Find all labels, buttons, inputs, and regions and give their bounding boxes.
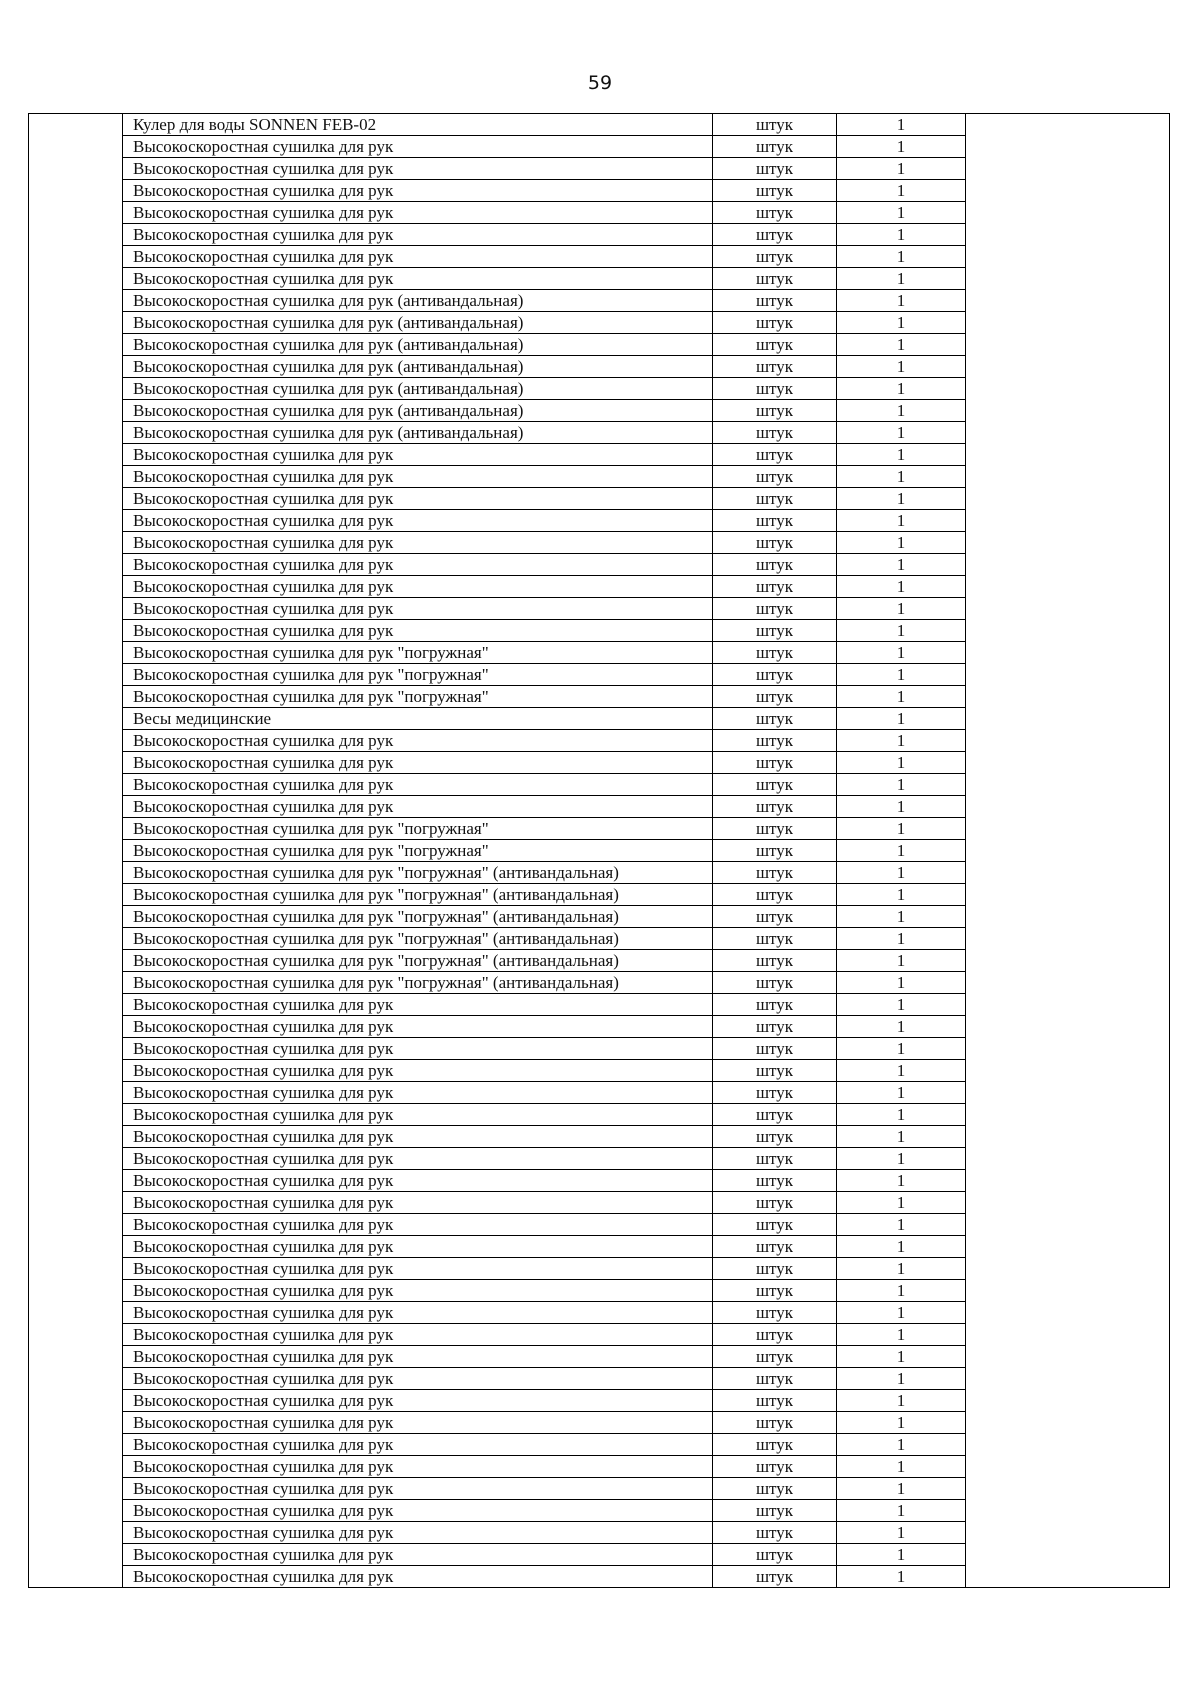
unit-cell: штук [713,576,837,598]
quantity-cell: 1 [837,730,966,752]
quantity-cell: 1 [837,796,966,818]
unit-cell: штук [713,620,837,642]
item-name-cell: Высокоскоростная сушилка для рук [123,158,713,180]
unit-cell: штук [713,1500,837,1522]
unit-cell: штук [713,1170,837,1192]
item-name-cell: Весы медицинские [123,708,713,730]
quantity-cell: 1 [837,400,966,422]
unit-cell: штук [713,774,837,796]
unit-cell: штук [713,686,837,708]
quantity-cell: 1 [837,906,966,928]
unit-cell: штук [713,356,837,378]
quantity-cell: 1 [837,1302,966,1324]
unit-cell: штук [713,1478,837,1500]
item-name-cell: Высокоскоростная сушилка для рук [123,180,713,202]
unit-cell: штук [713,158,837,180]
quantity-cell: 1 [837,1522,966,1544]
item-name-cell: Высокоскоростная сушилка для рук [123,1280,713,1302]
item-name-cell: Высокоскоростная сушилка для рук [123,752,713,774]
quantity-cell: 1 [837,1544,966,1566]
item-name-cell: Высокоскоростная сушилка для рук [123,224,713,246]
quantity-cell: 1 [837,1456,966,1478]
item-name-cell: Высокоскоростная сушилка для рук "погружная" [123,664,713,686]
item-name-cell: Высокоскоростная сушилка для рук [123,1060,713,1082]
item-name-cell: Высокоскоростная сушилка для рук [123,1148,713,1170]
item-name-cell: Высокоскоростная сушилка для рук (антивандальная) [123,334,713,356]
quantity-cell: 1 [837,620,966,642]
unit-cell: штук [713,378,837,400]
item-name-cell: Высокоскоростная сушилка для рук [123,488,713,510]
unit-cell: штук [713,444,837,466]
item-name-cell: Высокоскоростная сушилка для рук [123,1346,713,1368]
unit-cell: штук [713,1280,837,1302]
quantity-cell: 1 [837,158,966,180]
unit-cell: штук [713,1038,837,1060]
unit-cell: штук [713,708,837,730]
item-name-cell: Высокоскоростная сушилка для рук [123,1390,713,1412]
quantity-cell: 1 [837,1346,966,1368]
item-name-cell: Высокоскоростная сушилка для рук "погружная" (антивандальная) [123,906,713,928]
item-name-cell: Высокоскоростная сушилка для рук [123,1258,713,1280]
quantity-cell: 1 [837,884,966,906]
item-name-cell: Высокоскоростная сушилка для рук "погружная" (антивандальная) [123,884,713,906]
unit-cell: штук [713,1126,837,1148]
inventory-table [28,113,1170,1588]
quantity-cell: 1 [837,334,966,356]
quantity-cell: 1 [837,246,966,268]
quantity-cell: 1 [837,1368,966,1390]
unit-cell: штук [713,1192,837,1214]
quantity-cell: 1 [837,356,966,378]
item-name-cell: Высокоскоростная сушилка для рук [123,136,713,158]
unit-cell: штук [713,1434,837,1456]
item-name-cell: Высокоскоростная сушилка для рук [123,1082,713,1104]
unit-cell: штук [713,1544,837,1566]
unit-cell: штук [713,884,837,906]
quantity-cell: 1 [837,1104,966,1126]
unit-cell: штук [713,752,837,774]
quantity-cell: 1 [837,1566,966,1588]
item-name-cell: Высокоскоростная сушилка для рук [123,1500,713,1522]
item-name-cell: Высокоскоростная сушилка для рук [123,1038,713,1060]
quantity-cell: 1 [837,1324,966,1346]
quantity-cell: 1 [837,1192,966,1214]
item-name-cell: Высокоскоростная сушилка для рук [123,1368,713,1390]
item-name-cell: Высокоскоростная сушилка для рук [123,1544,713,1566]
unit-cell: штук [713,1522,837,1544]
unit-cell: штук [713,1324,837,1346]
unit-cell: штук [713,466,837,488]
item-name-cell: Высокоскоростная сушилка для рук [123,1016,713,1038]
quantity-cell: 1 [837,664,966,686]
quantity-cell: 1 [837,928,966,950]
unit-cell: штук [713,730,837,752]
unit-cell: штук [713,202,837,224]
quantity-cell: 1 [837,752,966,774]
item-name-cell: Высокоскоростная сушилка для рук [123,730,713,752]
quantity-cell: 1 [837,774,966,796]
quantity-cell: 1 [837,1390,966,1412]
unit-cell: штук [713,312,837,334]
item-name-cell: Высокоскоростная сушилка для рук (антивандальная) [123,400,713,422]
quantity-cell: 1 [837,136,966,158]
unit-cell: штук [713,532,837,554]
unit-cell: штук [713,488,837,510]
item-name-cell: Высокоскоростная сушилка для рук "погружная" (антивандальная) [123,972,713,994]
unit-cell: штук [713,422,837,444]
quantity-cell: 1 [837,972,966,994]
quantity-cell: 1 [837,576,966,598]
unit-cell: штук [713,224,837,246]
quantity-cell: 1 [837,1126,966,1148]
unit-cell: штук [713,598,837,620]
unit-cell: штук [713,796,837,818]
quantity-cell: 1 [837,312,966,334]
item-name-cell: Высокоскоростная сушилка для рук [123,774,713,796]
quantity-cell: 1 [837,1170,966,1192]
unit-cell: штук [713,906,837,928]
inventory-table-body [29,114,1170,1588]
quantity-cell: 1 [837,378,966,400]
unit-cell: штук [713,1060,837,1082]
quantity-cell: 1 [837,532,966,554]
quantity-cell: 1 [837,950,966,972]
unit-cell: штук [713,862,837,884]
quantity-cell: 1 [837,1060,966,1082]
item-name-cell: Высокоскоростная сушилка для рук (антивандальная) [123,422,713,444]
item-name-cell: Высокоскоростная сушилка для рук [123,796,713,818]
quantity-cell: 1 [837,1500,966,1522]
unit-cell: штук [713,1456,837,1478]
item-name-cell: Высокоскоростная сушилка для рук [123,1236,713,1258]
item-name-cell: Высокоскоростная сушилка для рук [123,994,713,1016]
notes-cell [966,114,1170,1588]
item-name-cell: Высокоскоростная сушилка для рук [123,576,713,598]
item-name-cell: Высокоскоростная сушилка для рук (антивандальная) [123,312,713,334]
item-name-cell: Высокоскоростная сушилка для рук [123,444,713,466]
quantity-cell: 1 [837,1280,966,1302]
item-name-cell: Высокоскоростная сушилка для рук [123,246,713,268]
quantity-cell: 1 [837,1016,966,1038]
quantity-cell: 1 [837,1434,966,1456]
unit-cell: штук [713,1016,837,1038]
unit-cell: штук [713,400,837,422]
quantity-cell: 1 [837,840,966,862]
unit-cell: штук [713,180,837,202]
table-row [29,114,1170,136]
item-name-cell: Высокоскоростная сушилка для рук [123,1456,713,1478]
item-name-cell: Высокоскоростная сушилка для рук (антивандальная) [123,290,713,312]
unit-cell: штук [713,818,837,840]
item-name-cell: Высокоскоростная сушилка для рук [123,510,713,532]
unit-cell: штук [713,1412,837,1434]
item-name-cell: Высокоскоростная сушилка для рук [123,202,713,224]
item-name-cell: Высокоскоростная сушилка для рук [123,598,713,620]
item-name-cell: Высокоскоростная сушилка для рук [123,1214,713,1236]
unit-cell: штук [713,136,837,158]
quantity-cell: 1 [837,708,966,730]
unit-cell: штук [713,1566,837,1588]
quantity-cell: 1 [837,818,966,840]
item-name-cell: Высокоскоростная сушилка для рук [123,554,713,576]
item-name-cell: Высокоскоростная сушилка для рук "погружная" (антивандальная) [123,928,713,950]
quantity-cell: 1 [837,1412,966,1434]
item-name-cell: Высокоскоростная сушилка для рук "погружная" [123,686,713,708]
quantity-cell: 1 [837,994,966,1016]
unit-cell: штук [713,1302,837,1324]
quantity-cell: 1 [837,202,966,224]
quantity-cell: 1 [837,642,966,664]
item-name-cell: Высокоскоростная сушилка для рук "погружная" [123,642,713,664]
item-name-cell: Кулер для воды SONNEN FEB-02 [123,114,713,136]
quantity-cell: 1 [837,1038,966,1060]
item-name-cell: Высокоскоростная сушилка для рук "погружная" (антивандальная) [123,950,713,972]
unit-cell: штук [713,994,837,1016]
quantity-cell: 1 [837,862,966,884]
item-name-cell: Высокоскоростная сушилка для рук [123,1104,713,1126]
item-name-cell: Высокоскоростная сушилка для рук [123,466,713,488]
unit-cell: штук [713,1214,837,1236]
unit-cell: штук [713,928,837,950]
item-name-cell: Высокоскоростная сушилка для рук "погружная" [123,818,713,840]
item-name-cell: Высокоскоростная сушилка для рук [123,1566,713,1588]
unit-cell: штук [713,334,837,356]
unit-cell: штук [713,664,837,686]
item-name-cell: Высокоскоростная сушилка для рук [123,1522,713,1544]
unit-cell: штук [713,972,837,994]
unit-cell: штук [713,290,837,312]
row-number-cell [29,114,123,1588]
quantity-cell: 1 [837,1258,966,1280]
unit-cell: штук [713,1390,837,1412]
quantity-cell: 1 [837,466,966,488]
quantity-cell: 1 [837,1148,966,1170]
item-name-cell: Высокоскоростная сушилка для рук [123,1192,713,1214]
item-name-cell: Высокоскоростная сушилка для рук [123,1412,713,1434]
unit-cell: штук [713,1368,837,1390]
unit-cell: штук [713,1346,837,1368]
unit-cell: штук [713,950,837,972]
item-name-cell: Высокоскоростная сушилка для рук [123,268,713,290]
quantity-cell: 1 [837,224,966,246]
item-name-cell: Высокоскоростная сушилка для рук [123,1324,713,1346]
item-name-cell: Высокоскоростная сушилка для рук [123,1478,713,1500]
unit-cell: штук [713,1082,837,1104]
unit-cell: штук [713,840,837,862]
quantity-cell: 1 [837,1236,966,1258]
quantity-cell: 1 [837,444,966,466]
item-name-cell: Высокоскоростная сушилка для рук [123,532,713,554]
quantity-cell: 1 [837,686,966,708]
item-name-cell: Высокоскоростная сушилка для рук "погружная" [123,840,713,862]
item-name-cell: Высокоскоростная сушилка для рук "погружная" (антивандальная) [123,862,713,884]
unit-cell: штук [713,554,837,576]
unit-cell: штук [713,1236,837,1258]
quantity-cell: 1 [837,488,966,510]
unit-cell: штук [713,268,837,290]
quantity-cell: 1 [837,422,966,444]
unit-cell: штук [713,510,837,532]
item-name-cell: Высокоскоростная сушилка для рук [123,1170,713,1192]
quantity-cell: 1 [837,290,966,312]
quantity-cell: 1 [837,114,966,136]
unit-cell: штук [713,1258,837,1280]
unit-cell: штук [713,642,837,664]
quantity-cell: 1 [837,180,966,202]
quantity-cell: 1 [837,1082,966,1104]
item-name-cell: Высокоскоростная сушилка для рук (антивандальная) [123,356,713,378]
quantity-cell: 1 [837,268,966,290]
unit-cell: штук [713,246,837,268]
unit-cell: штук [713,1148,837,1170]
item-name-cell: Высокоскоростная сушилка для рук [123,620,713,642]
item-name-cell: Высокоскоростная сушилка для рук [123,1302,713,1324]
quantity-cell: 1 [837,554,966,576]
item-name-cell: Высокоскоростная сушилка для рук [123,1126,713,1148]
page-number: 59 [587,72,613,94]
item-name-cell: Высокоскоростная сушилка для рук [123,1434,713,1456]
unit-cell: штук [713,114,837,136]
quantity-cell: 1 [837,510,966,532]
quantity-cell: 1 [837,1214,966,1236]
quantity-cell: 1 [837,1478,966,1500]
item-name-cell: Высокоскоростная сушилка для рук (антивандальная) [123,378,713,400]
unit-cell: штук [713,1104,837,1126]
quantity-cell: 1 [837,598,966,620]
